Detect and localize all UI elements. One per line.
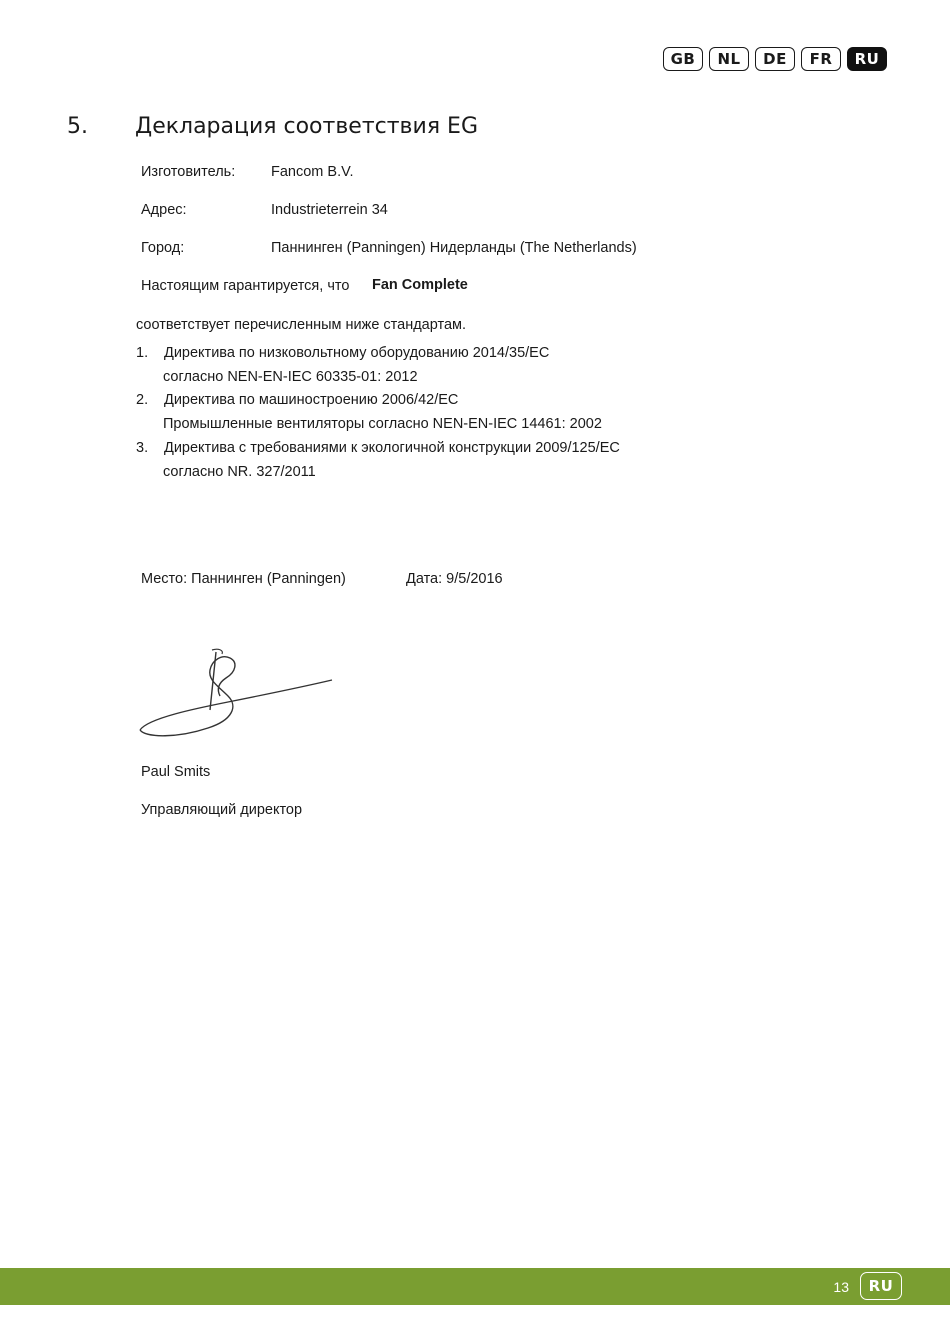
city-label: Город:	[141, 240, 185, 256]
language-selector	[663, 47, 887, 71]
compliance-text: соответствует перечисленным ниже стандартам.	[136, 317, 467, 333]
directive-number: 2.	[136, 392, 149, 408]
page-number: 13	[833, 1279, 849, 1295]
lang-tab-nl[interactable]: NL	[709, 47, 749, 71]
address-value: Industrieterrein 34	[271, 202, 388, 218]
section-title: Декларация соответствия EG	[135, 114, 478, 139]
directive-title: Директива с требованиями к экологичной конструкции 2009/125/EC	[164, 440, 620, 456]
lang-tab-fr[interactable]: FR	[801, 47, 841, 71]
footer-bar	[0, 1268, 950, 1305]
lang-tab-de[interactable]: DE	[755, 47, 795, 71]
directive-number: 1.	[136, 345, 149, 361]
manufacturer-value: Fancom B.V.	[271, 164, 354, 180]
address-label: Адрес:	[141, 202, 187, 218]
lang-tab-ru[interactable]: RU	[847, 47, 887, 71]
directive-number: 3.	[136, 440, 149, 456]
date: Дата: 9/5/2016	[406, 571, 503, 587]
lang-tab-gb[interactable]: GB	[663, 47, 703, 71]
place: Место: Паннинген (Panningen)	[141, 571, 346, 587]
signatory-title: Управляющий директор	[141, 802, 303, 818]
city-value: Паннинген (Panningen) Нидерланды (The Netherlands)	[271, 240, 637, 256]
guarantee-label: Настоящим гарантируется, что	[141, 278, 350, 294]
directive-title: Директива по машиностроению 2006/42/EC	[164, 392, 459, 408]
manufacturer-label: Изготовитель:	[141, 164, 236, 180]
directive-standard: согласно NR. 327/2011	[163, 464, 316, 480]
signatory-name: Paul Smits	[141, 764, 211, 780]
footer-language-tab[interactable]: RU	[860, 1272, 902, 1300]
section-number: 5.	[67, 114, 88, 139]
directive-standard: согласно NEN-EN-IEC 60335-01: 2012	[163, 369, 418, 385]
directive-standard: Промышленные вентиляторы согласно NEN-EN-IEC 14461: 2002	[163, 416, 602, 432]
signature	[138, 640, 338, 745]
directive-title: Директива по низковольтному оборудованию 2014/35/EC	[164, 345, 550, 361]
product-name: Fan Complete	[372, 277, 468, 293]
